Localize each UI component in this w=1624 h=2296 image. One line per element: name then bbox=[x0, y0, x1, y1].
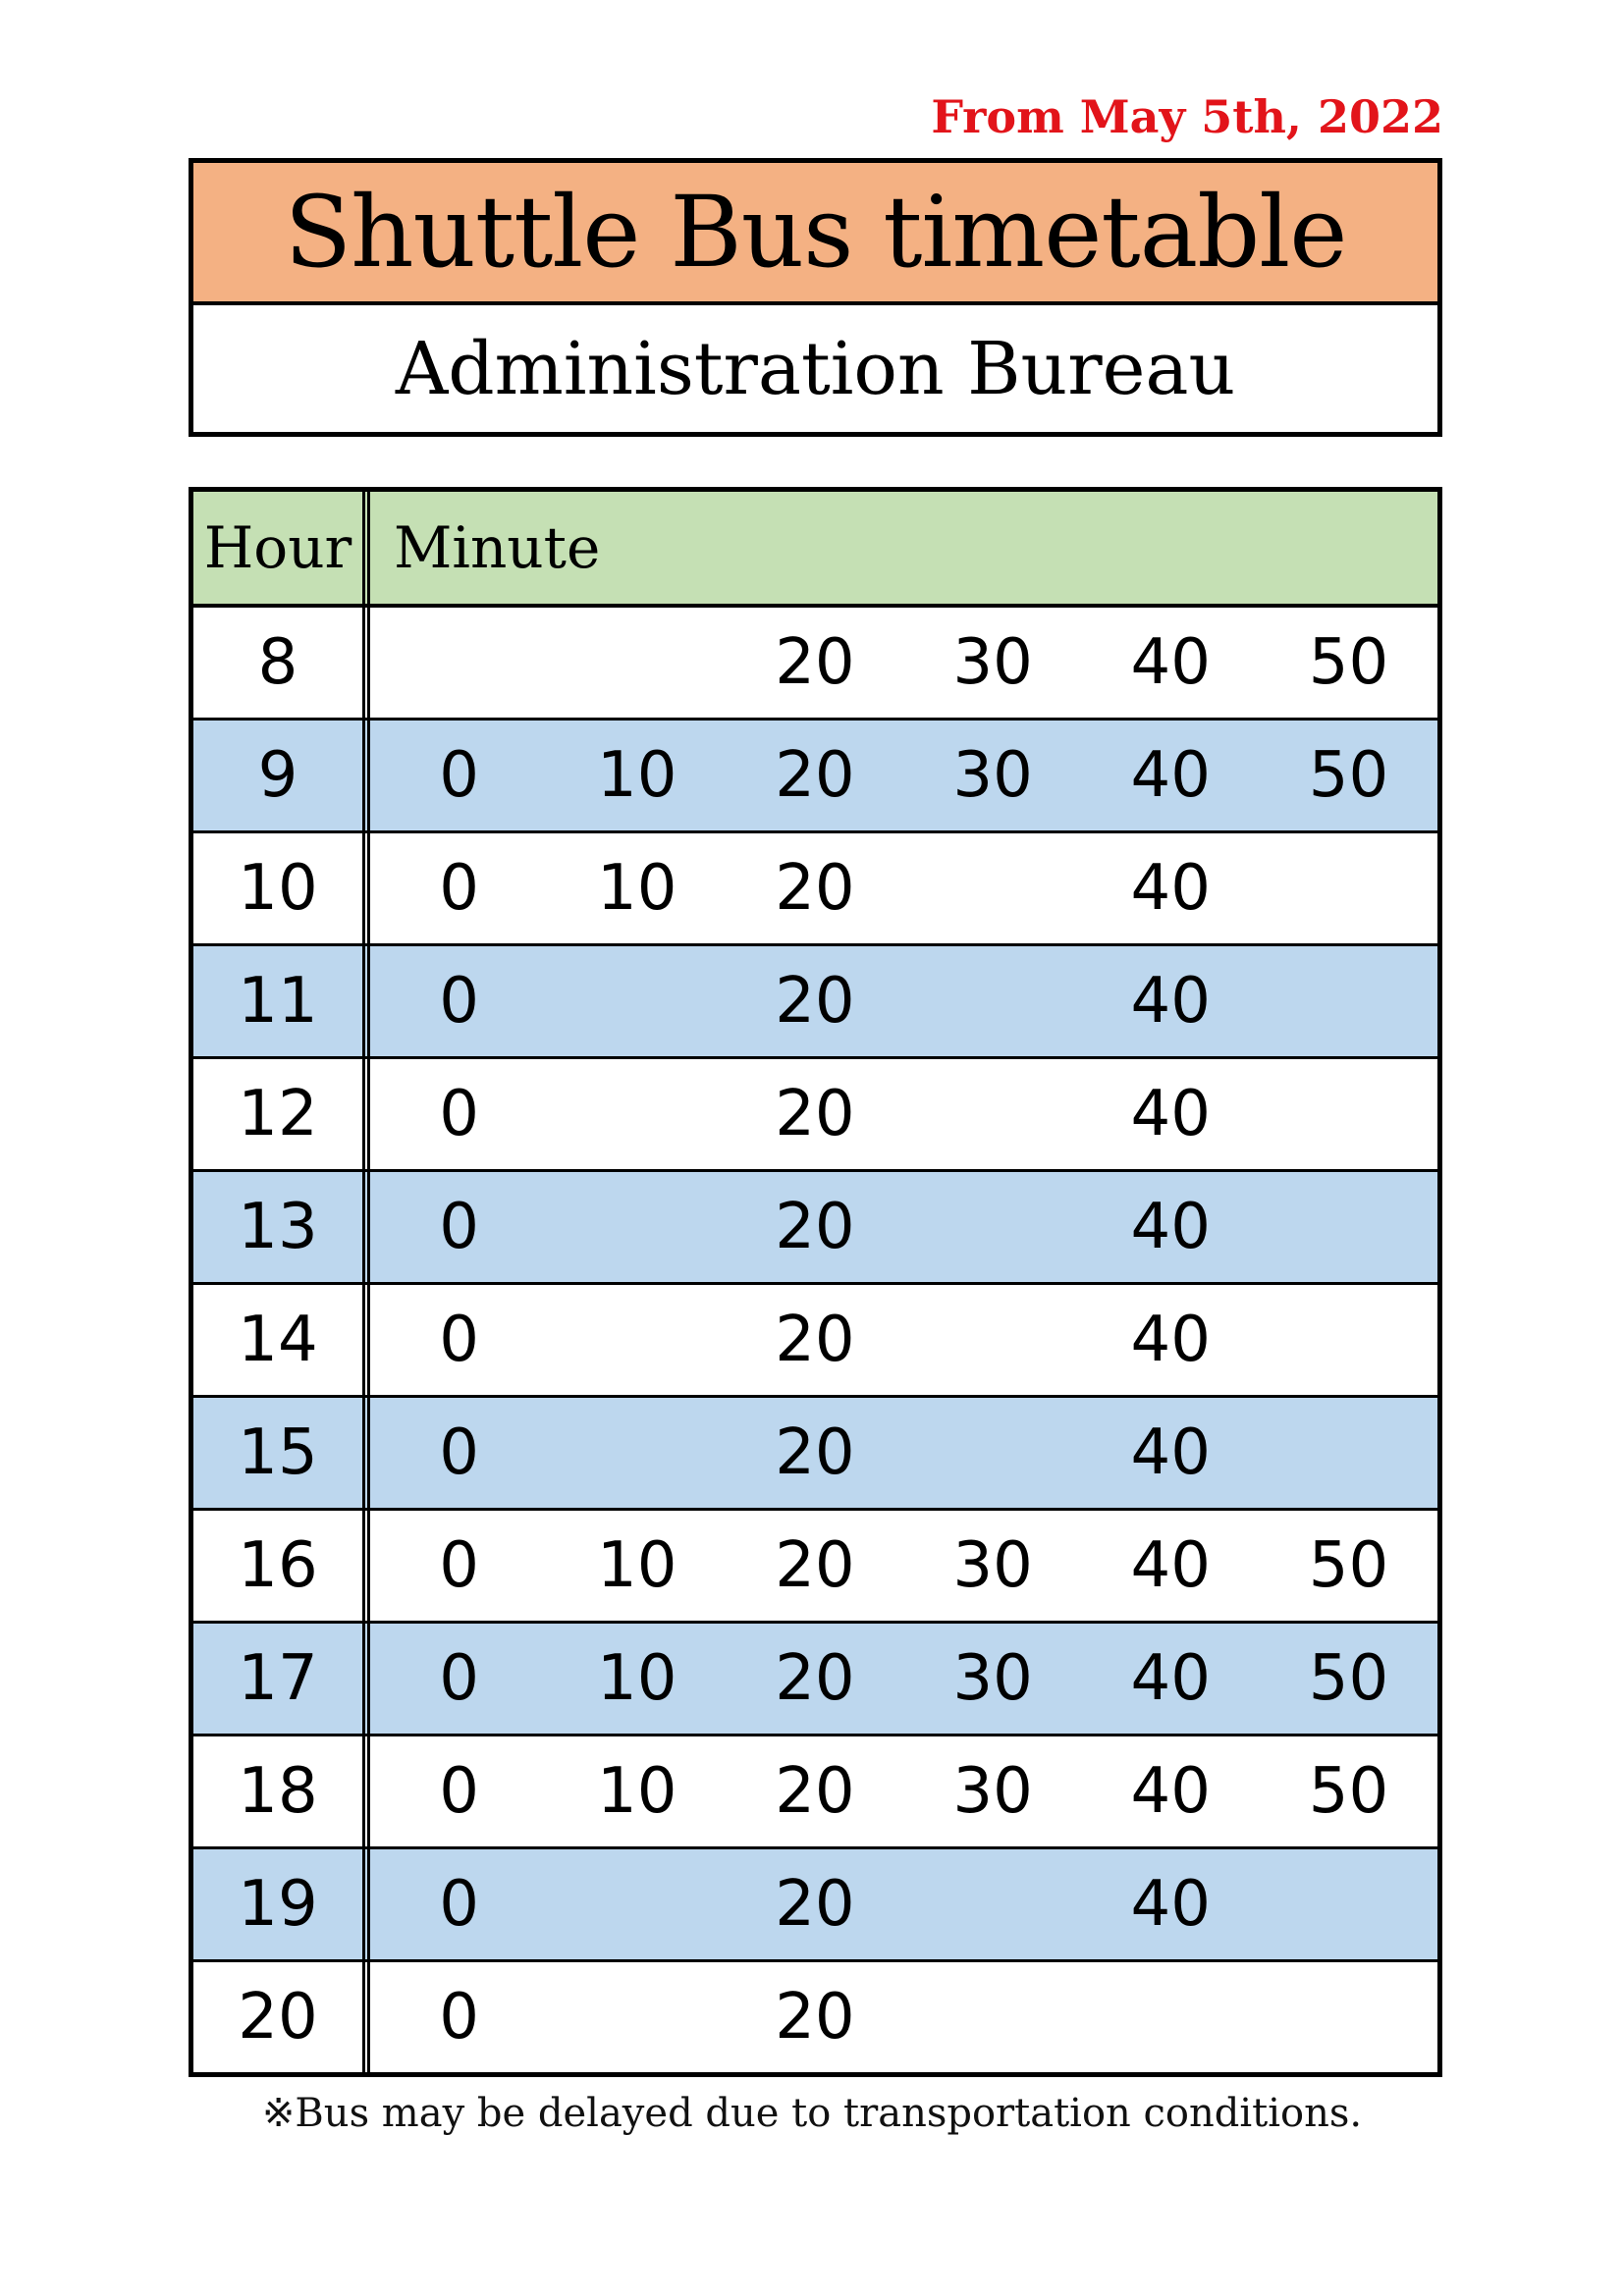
minute-cell: 50 bbox=[1308, 1529, 1389, 1602]
timetable bbox=[189, 487, 1442, 2077]
minute-cell bbox=[904, 946, 1082, 1056]
minute-cell bbox=[1260, 1398, 1437, 1508]
minute-cell: 0 bbox=[439, 1416, 479, 1489]
minute-cell bbox=[548, 1172, 726, 1282]
hour-cell: 20 bbox=[193, 1962, 370, 2072]
minute-cell bbox=[548, 1059, 726, 1169]
hour-cell: 8 bbox=[193, 608, 370, 718]
page-subtitle: Administration Bureau bbox=[395, 327, 1236, 411]
timetable-body bbox=[193, 608, 1437, 2072]
table-row bbox=[193, 1172, 1437, 1285]
hour-cell: 11 bbox=[193, 946, 370, 1056]
minute-cell: 10 bbox=[597, 852, 677, 925]
minute-cell: 0 bbox=[439, 1191, 479, 1263]
table-row bbox=[193, 1736, 1437, 1849]
minute-cell: 0 bbox=[439, 852, 479, 925]
minute-cell: 40 bbox=[1130, 1642, 1211, 1715]
timetable-header bbox=[193, 492, 1437, 608]
table-row bbox=[193, 1285, 1437, 1398]
minute-cells bbox=[370, 721, 1437, 830]
table-row bbox=[193, 721, 1437, 833]
minute-cell bbox=[548, 608, 726, 718]
minute-cell bbox=[1260, 833, 1437, 943]
minute-cell: 0 bbox=[439, 1981, 479, 2054]
minute-cell: 0 bbox=[439, 1642, 479, 1715]
minute-cell: 40 bbox=[1130, 1868, 1211, 1941]
minute-cell: 20 bbox=[775, 1078, 855, 1150]
minute-cell bbox=[1260, 1285, 1437, 1395]
hour-cell: 14 bbox=[193, 1285, 370, 1395]
minute-cell bbox=[548, 1398, 726, 1508]
minute-cell: 40 bbox=[1130, 1755, 1211, 1828]
minute-cell: 20 bbox=[775, 626, 855, 699]
minute-cell: 0 bbox=[439, 1304, 479, 1376]
hour-cell: 19 bbox=[193, 1849, 370, 1959]
table-row bbox=[193, 1624, 1437, 1736]
minute-cell bbox=[548, 1962, 726, 2072]
minute-cell bbox=[1260, 1059, 1437, 1169]
table-row bbox=[193, 946, 1437, 1059]
minute-cell: 50 bbox=[1308, 739, 1389, 812]
minute-cell: 10 bbox=[597, 1755, 677, 1828]
minute-cell: 40 bbox=[1130, 1529, 1211, 1602]
minute-cells bbox=[370, 1511, 1437, 1621]
minute-cell: 0 bbox=[439, 739, 479, 812]
minute-cell: 20 bbox=[775, 852, 855, 925]
minute-cell: 30 bbox=[952, 1755, 1033, 1828]
minute-cell bbox=[904, 1398, 1082, 1508]
minute-cells bbox=[370, 1962, 1437, 2072]
minute-cell: 10 bbox=[597, 1529, 677, 1602]
minute-cells bbox=[370, 1059, 1437, 1169]
table-row bbox=[193, 608, 1437, 721]
subtitle-band bbox=[193, 305, 1437, 433]
minute-cell: 20 bbox=[775, 1529, 855, 1602]
minute-cell: 20 bbox=[775, 1416, 855, 1489]
hour-cell: 15 bbox=[193, 1398, 370, 1508]
minute-cell: 10 bbox=[597, 1642, 677, 1715]
footnote: ※Bus may be delayed due to transportation conditions. bbox=[261, 2091, 1363, 2136]
minute-cell: 40 bbox=[1130, 1191, 1211, 1263]
hour-cell: 10 bbox=[193, 833, 370, 943]
hour-cell: 18 bbox=[193, 1736, 370, 1846]
effective-date: From May 5th, 2022 bbox=[931, 90, 1443, 143]
minute-cell: 50 bbox=[1308, 1755, 1389, 1828]
minute-cells bbox=[370, 608, 1437, 718]
title-box bbox=[189, 158, 1442, 437]
minute-cell: 30 bbox=[952, 1642, 1033, 1715]
minute-cell bbox=[1260, 1962, 1437, 2072]
minute-cell: 20 bbox=[775, 1868, 855, 1941]
minute-cells bbox=[370, 1849, 1437, 1959]
table-row bbox=[193, 1962, 1437, 2072]
minute-cell: 20 bbox=[775, 1755, 855, 1828]
minute-cell: 40 bbox=[1130, 965, 1211, 1038]
minute-cell bbox=[904, 833, 1082, 943]
minute-cell: 0 bbox=[439, 965, 479, 1038]
minute-cell: 0 bbox=[439, 1755, 479, 1828]
table-row bbox=[193, 833, 1437, 946]
minute-cell: 0 bbox=[439, 1868, 479, 1941]
minute-cell: 40 bbox=[1130, 1416, 1211, 1489]
minute-cell: 20 bbox=[775, 1981, 855, 2054]
minute-cell bbox=[904, 1849, 1082, 1959]
minute-cell bbox=[370, 608, 548, 718]
minute-cell: 40 bbox=[1130, 852, 1211, 925]
title-band bbox=[193, 163, 1437, 305]
minute-cell: 10 bbox=[597, 739, 677, 812]
table-row bbox=[193, 1511, 1437, 1624]
minute-cell: 20 bbox=[775, 965, 855, 1038]
minute-cell bbox=[1260, 1849, 1437, 1959]
minute-cell: 30 bbox=[952, 739, 1033, 812]
minute-cell: 50 bbox=[1308, 1642, 1389, 1715]
minute-cells bbox=[370, 1172, 1437, 1282]
minute-column-header: Minute bbox=[394, 514, 601, 581]
minute-cell: 20 bbox=[775, 1642, 855, 1715]
hour-column-header: Hour bbox=[193, 492, 370, 604]
minute-cells bbox=[370, 1398, 1437, 1508]
minute-cells bbox=[370, 1285, 1437, 1395]
hour-cell: 9 bbox=[193, 721, 370, 830]
minute-cell bbox=[548, 1285, 726, 1395]
page-title: Shuttle Bus timetable bbox=[284, 174, 1347, 290]
minute-cell bbox=[904, 1059, 1082, 1169]
table-row bbox=[193, 1059, 1437, 1172]
minute-cell: 40 bbox=[1130, 1304, 1211, 1376]
minute-cell bbox=[1260, 1172, 1437, 1282]
minute-cell: 50 bbox=[1308, 626, 1389, 699]
hour-cell: 13 bbox=[193, 1172, 370, 1282]
minute-cell bbox=[1260, 946, 1437, 1056]
minute-cell: 20 bbox=[775, 1191, 855, 1263]
minute-cell: 0 bbox=[439, 1529, 479, 1602]
hour-cell: 17 bbox=[193, 1624, 370, 1734]
minute-cell: 40 bbox=[1130, 1078, 1211, 1150]
minute-cell: 30 bbox=[952, 1529, 1033, 1602]
minute-cell bbox=[1082, 1962, 1260, 2072]
minute-cells bbox=[370, 1736, 1437, 1846]
minute-cell: 20 bbox=[775, 1304, 855, 1376]
minute-cells bbox=[370, 833, 1437, 943]
minute-cell: 40 bbox=[1130, 739, 1211, 812]
minute-cell bbox=[904, 1962, 1082, 2072]
minute-cell: 0 bbox=[439, 1078, 479, 1150]
minute-cell bbox=[548, 1849, 726, 1959]
minute-cell bbox=[548, 946, 726, 1056]
minute-cell: 30 bbox=[952, 626, 1033, 699]
minute-cell: 40 bbox=[1130, 626, 1211, 699]
minute-cell bbox=[904, 1285, 1082, 1395]
minute-cell bbox=[904, 1172, 1082, 1282]
table-row bbox=[193, 1398, 1437, 1511]
hour-cell: 16 bbox=[193, 1511, 370, 1621]
minute-cells bbox=[370, 946, 1437, 1056]
hour-cell: 12 bbox=[193, 1059, 370, 1169]
minute-cell: 20 bbox=[775, 739, 855, 812]
minute-cells bbox=[370, 1624, 1437, 1734]
table-row bbox=[193, 1849, 1437, 1962]
